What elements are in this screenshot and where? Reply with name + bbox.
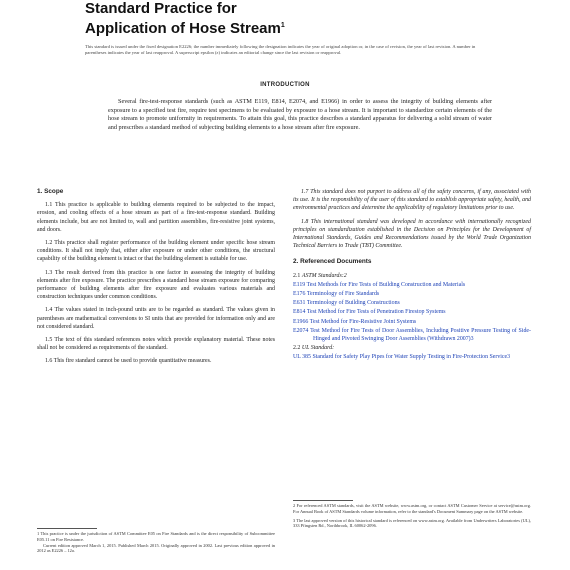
footnotes-right (293, 503, 531, 529)
scope-paragraph-4: 1.4 The values stated in inch-pound units are to be regarded as standard. The values given in parentheses are mathematical conversions to SI units that are provided for information only and are not considered standard. (37, 307, 275, 330)
reference-title-link[interactable]: Test Methods for Fire Tests of Building Construction and Materials (306, 281, 466, 288)
reference-item[interactable] (293, 281, 531, 289)
reference-item (293, 272, 531, 280)
referenced-documents-list (293, 272, 531, 362)
reference-code-link[interactable]: E119 (293, 281, 306, 288)
reference-item (293, 344, 531, 352)
reference-title: ASTM Standards:2 (301, 272, 347, 279)
scope-paragraph-6: 1.6 This fire standard cannot be used to provide quantitative measures. (45, 358, 212, 365)
reference-code-link[interactable]: E814 (293, 309, 306, 316)
reference-item[interactable] (293, 299, 531, 307)
scope-paragraph-2: 1.2 This practice shall register performance of the building element under specific hose stream conditions. It shall not imply that, either after exposure or under other conditions, the structural capability of the building element is intact or that the building element is suitable for use. (37, 240, 275, 263)
scope-paragraph-3: 1.3 The result derived from this practice is one factor in assessing the integrity of building elements after fire exposure. The practice prescribes a standard hose stream exposure for comparing performance of building elements after fire exposure and evaluates various materials and construction techniques under common conditions. (37, 269, 275, 301)
reference-title-link[interactable]: Terminology of Building Constructions (306, 300, 400, 307)
title-footnote-marker: 1 (280, 22, 285, 29)
referenced-documents-heading: 2. Referenced Documents (293, 258, 372, 266)
reference-title-link[interactable]: Test Method for Fire Tests of Door Assemblies, Including Positive Pressure Testing of Side-Hinged and Pivoted Swinging Door Assemblies (Withdrawn 2007)3 (310, 327, 531, 343)
footnote-3: 3 The last approved version of this historical standard is referenced on www.astm.org. Available from Underwriters Laboratories (UL), 333 Pfingsten Rd., Northbrook, IL 60062-2096. (293, 517, 531, 529)
reference-item[interactable] (293, 353, 531, 361)
footnote-edition: Current edition approved March 1, 2015. Published March 2015. Originally approved in 2002. Last previous edition approved in 2012 as E2226 – 12a. (37, 542, 275, 554)
reference-code: 2.1 (293, 272, 301, 279)
designation-note: This standard is issued under the fixed designation E2226; the number immediately following the designation indicates the year of original adoption or, in the case of revision, the year of last revision. A number in parentheses indicates the year of last reapproval. A superscript epsilon (ε) indicates an editorial change since the last revision or reapproval. (85, 44, 476, 55)
reference-code-link[interactable]: E2074 (293, 327, 309, 334)
reference-item[interactable] (293, 308, 531, 316)
reference-code-link[interactable]: E1966 (293, 318, 309, 325)
reference-title-link[interactable]: Test Method for Fire-Resistive Joint Systems (309, 318, 417, 325)
left-column (37, 188, 275, 371)
reference-item[interactable] (293, 290, 531, 298)
footnotes-left (37, 531, 275, 554)
title-line-2-text: Application of Hose Stream (85, 20, 281, 37)
reference-code: 2.2 (293, 345, 301, 352)
reference-code-link[interactable]: UL 385 (293, 354, 311, 361)
scope-heading: 1. Scope (37, 188, 64, 195)
title-line-1: Standard Practice for (85, 0, 237, 17)
footnote-divider-left (37, 528, 97, 529)
title-line-2 (85, 17, 285, 37)
footnote-2: 2 For referenced ASTM standards, visit the ASTM website, www.astm.org, or contact ASTM Customer Service at service@astm.org. For Annual Book of ASTM Standards volume information, refer to the standard's Document Summary page on the ASTM website. (293, 503, 531, 514)
scope-paragraph-5: 1.5 The text of this standard references notes which provide explanatory material. These notes shall not be considered as requirements of the standard. (37, 337, 275, 352)
scope-paragraph-7: 1.7 This standard does not purport to address all of the safety concerns, if any, associated with its use. It is the responsibility of the user of this standard to establish appropriate safety, health, and environmental practices and determine the applicability of regulatory limitations prior to use. (293, 189, 531, 212)
reference-title-link[interactable]: Test Method for Fire Tests of Penetration Firestop Systems (306, 309, 446, 316)
reference-item[interactable] (293, 318, 531, 326)
right-column (293, 188, 531, 363)
introduction-heading: INTRODUCTION (260, 82, 310, 88)
document-title (85, 0, 285, 37)
reference-code-link[interactable]: E176 (293, 291, 306, 298)
footnote-1: 1 This practice is under the jurisdiction of ASTM Committee E05 on Fire Standards and is the direct responsibility of Subcommittee E05.11 on Fire Resistance. (37, 531, 275, 542)
reference-title: UL Standard: (301, 345, 335, 352)
introduction-text: Several fire-test-response standards (such as ASTM E119, E814, E2074, and E1966) in order to assess the integrity of building elements after exposure to a specified test fire, require test specimens to be evaluated by exposure to a hose stream. It is important to standardize certain elements of the hose stream to promote uniformity in requirements. To attain this goal, this practice describes a standard apparatus for delivering a solid stream of water and prescribes a standard method of subjecting building elements to a hose stream after fire exposure. (108, 98, 492, 131)
reference-title-link[interactable]: Terminology of Fire Standards (306, 291, 380, 298)
reference-item[interactable] (293, 327, 531, 343)
scope-paragraph-1: 1.1 This practice is applicable to building elements required to be subjected to the impact, erosion, and cooling effects of a hose stream as part of a fire-test-response standard. Building elements include, but are not limited to, wall and partition assemblies, fire-resistive joint systems, and doors. (37, 202, 275, 233)
reference-code-link[interactable]: E631 (293, 300, 306, 307)
footnote-divider-right (293, 500, 353, 501)
scope-paragraph-8: 1.8 This international standard was developed in accordance with internationally recognized principles on standardization established in the Decision on Principles for the Development of International Standards, Guides and Recommendations issued by the World Trade Organization Technical Barriers to Trade (TBT) Committee. (293, 218, 531, 250)
reference-title-link[interactable]: Standard for Safety Play Pipes for Water Supply Testing in Fire-Protection Service3 (312, 354, 511, 361)
